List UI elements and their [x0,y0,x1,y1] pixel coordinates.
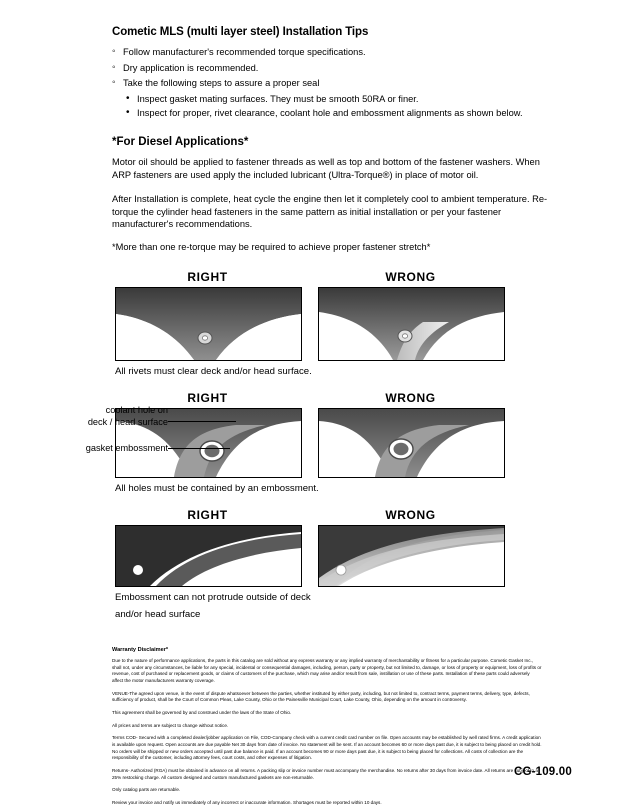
figure-section [40,270,578,621]
warranty-paragraph: Terms COD- Secured with a completed dealer/jobber application on File, COD-Company check with a current credit card number on file. Open accounts may be established by well rated firms. A credit application is available upon request. Open accounts are due payable Net 30 days from date of invoice. No statement will be sent. If an account becomes 60 or more days past due, it is subject to being placed on credit hold. No orders will be shipped or new orders accepted until past due balance is paid. If an account becomes 90 or more days past due, it is subject to being placed for collections. All costs of collection are the responsibility of the customer, including attorney fees, court costs, and other expenses of litigation. [112,735,542,761]
embossment-wrong-diagram [319,409,504,477]
page-title: Cometic MLS (multi layer steel) Installation Tips [112,26,369,38]
figure-wrong-rivet [318,270,503,361]
figure-label-wrong: WRONG [385,391,436,406]
leader-line-embossment [168,448,230,449]
figure-group-protrusion [40,508,578,621]
document-number: CG-109.00 [513,766,572,778]
figure-right-protrusion [115,508,300,587]
warranty-disclaimer [112,647,542,807]
warranty-paragraph: Returns- Authorized (RGA) must be obtained in advance on all returns. A packing slip or invoice number must accompany the merchandise. No returns after 30 days from invoice date. All returns are subject to a 25% restocking charge. All custom designed and custom manufactured gaskets are non-returnable. [112,768,538,780]
figure-image-right-rivet [115,287,302,361]
sub-tip-item: • Inspect for proper, rivet clearance, coolant hole and embossment alignments as shown below. [126,108,578,120]
figure-caption-embossment: All holes must be contained by an embossment. [115,483,319,495]
figure-caption-protrusion-line1: Embossment can not protrude outside of deck [115,592,311,604]
figure-image-wrong-embossment [318,408,505,478]
figure-group-rivets [40,270,578,377]
diesel-paragraph-2: After Installation is complete, heat cycle the engine then let it completely cool to ambient temperature. Re-torque the cylinder head fasteners in the same pattern as initial installation or per your fastener manufacturer's recommendations. [112,193,548,230]
tip-item: ◦ Take the following steps to assure a proper seal [112,78,578,90]
figure-label-wrong: WRONG [385,508,436,523]
callout-gasket-embossment: gasket embossment [85,443,168,454]
diesel-paragraph-1: Motor oil should be applied to fastener threads as well as top and bottom of the fastener washers. When ARP fasteners are used apply the included lubricant (Ultra-Torque®) in place of motor oil. [112,157,540,180]
figure-label-wrong: WRONG [385,270,436,285]
rivet-wrong-diagram [319,288,504,360]
figure-image-right-protrusion [115,525,302,587]
warranty-paragraph: VENUE-The agreed upon venue, in the event of dispute whatsoever between the parties, whether instituted by either party, including, but not limited to, contract terms, payment terms, delivery, type, defects, sufficiency of product, shall be the Court of Common Pleas, Lake County, Ohio or the Painesville Municipal Court, Lake County, Ohio, depending on the amount in controversy. [112,690,530,703]
figure-wrong-protrusion [318,508,503,587]
protrusion-wrong-diagram [319,526,504,586]
tip-item: ◦ Follow manufacturer's recommended torque specifications. [112,47,578,59]
figure-caption-rivets: All rivets must clear deck and/or head surface. [115,366,312,378]
retorque-note: *More than one re-torque may be required to achieve proper fastener stretch* [112,242,431,253]
figure-label-right: RIGHT [187,391,228,406]
figure-wrong-embossment [318,391,503,478]
figure-image-wrong-rivet [318,287,505,361]
diesel-applications-heading: *For Diesel Applications* [112,136,249,149]
installation-tips-list [112,47,578,120]
callout-coolant-hole: coolant hole on deck / head surface [87,405,168,428]
figure-label-right: RIGHT [187,270,228,285]
figure-image-wrong-protrusion [318,525,505,587]
figure-label-right: RIGHT [187,508,228,523]
warranty-paragraph: Only catalog parts are returnable. [112,787,181,793]
sub-tip-item: • Inspect gasket mating surfaces. They must be smooth 50RA or finer. [126,94,578,106]
warranty-paragraph: Review your invoice and notify us immediately of any incorrect or inaccurate information. Shortages must be reported within 10 days. [112,799,382,805]
rivet-right-diagram [116,288,301,360]
figure-group-embossment [40,391,578,494]
warranty-paragraph: This agreement shall be governed by and construed under the laws of the State of Ohio. [112,710,292,716]
figure-right-rivet [115,270,300,361]
warranty-heading: Warranty Disclaimer* [112,647,169,654]
warranty-paragraph: Due to the nature of performance applications, the parts in this catalog are sold without any express warranty or any implied warranty of merchantability or fitness for a particular purpose. Cometic Gasket Inc., shall not, under any circumstances, be liable for any special, incidental or consequential damages, including, person, party or property, but not limited to, damage, or loss of property or equipment, loss of profits or revenue, cost of purchased or replacement goods, or claims of customers of the purchase, which may arise and/or result from sale, instillation or use of these parts. Installation of these parts could adversely affect the motor manufacturers warranty coverage. [112,658,542,684]
leader-line-coolant [168,421,236,422]
tip-item: ◦ Dry application is recommended. [112,63,578,75]
figure-caption-protrusion-line2: and/or head surface [115,608,201,620]
protrusion-right-diagram [116,526,301,586]
warranty-paragraph: All prices and terms are subject to change without notice. [112,722,229,728]
